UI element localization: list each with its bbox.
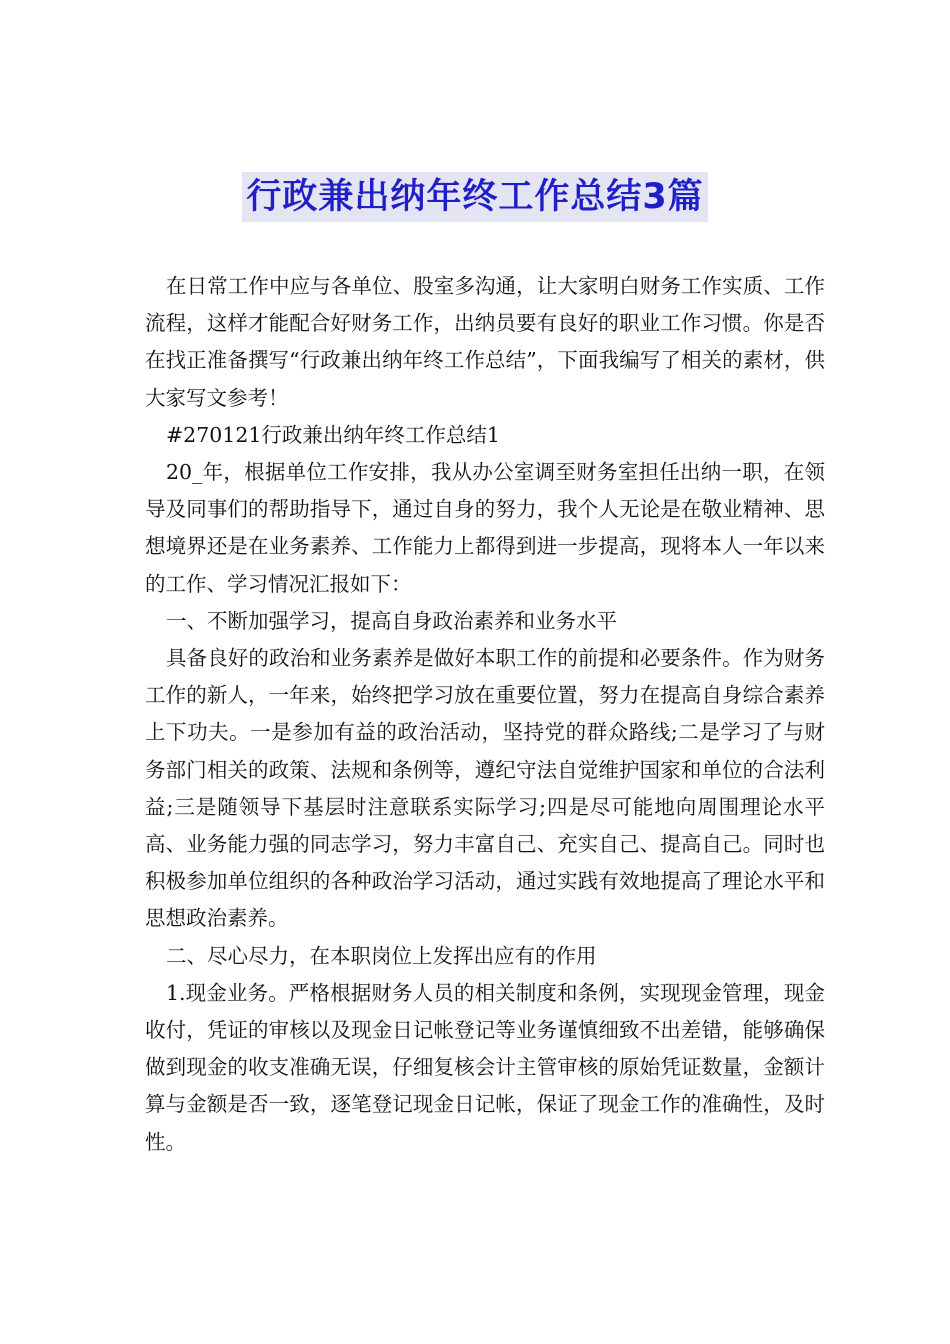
document-body bbox=[145, 268, 825, 1161]
section-heading-1: #270121行政兼出纳年终工作总结1 bbox=[166, 422, 500, 447]
intro-paragraph: 在日常工作中应与各单位、股室多沟通，让大家明白财务工作实质、工作流程，这样才能配合好财务工作，出纳员要有良好的职业工作习惯。你是否在找正准备撰写“行政兼出纳年终工作总结”，下面我编写了相关的素材，供大家写文参考！ bbox=[145, 274, 825, 410]
body-paragraph: 1.现金业务。严格根据财务人员的相关制度和条例，实现现金管理，现金收付，凭证的审核以及现金日记帐登记等业务谨慎细致不出差错，能够确保做到现金的收支准确无误，仔细复核会计主管审核的原始凭证数量，金额计算与金额是否一致，逐笔登记现金日记帐，保证了现金工作的准确性，及时性。 bbox=[145, 980, 825, 1154]
subheading-study: 一、不断加强学习，提高自身政治素养和业务水平 bbox=[166, 608, 617, 633]
document-title: 行政兼出纳年终工作总结3篇 bbox=[242, 172, 707, 222]
body-paragraph: 20_年，根据单位工作安排，我从办公室调至财务室担任出纳一职，在领导及同事们的帮助指导下，通过自身的努力，我个人无论是在敬业精神、思想境界还是在业务素养、工作能力上都得到进一步提高，现将本人一年以来的工作、学习情况汇报如下： bbox=[145, 460, 825, 596]
subheading-duty: 二、尽心尽力，在本职岗位上发挥出应有的作用 bbox=[166, 943, 597, 968]
title-container bbox=[0, 172, 950, 222]
body-paragraph: 具备良好的政治和业务素养是做好本职工作的前提和必要条件。作为财务工作的新人，一年来，始终把学习放在重要位置，努力在提高自身综合素养上下功夫。一是参加有益的政治活动，坚持党的群众路线;二是学习了与财务部门相关的政策、法规和条例等，遵纪守法自觉维护国家和单位的合法利益;三是随领导下基层时注意联系实际学习;四是尽可能地向周围理论水平高、业务能力强的同志学习，努力丰富自己、充实自己、提高自己。同时也积极参加单位组织的各种政治学习活动，通过实践有效地提高了理论水平和思想政治素养。 bbox=[145, 646, 825, 931]
